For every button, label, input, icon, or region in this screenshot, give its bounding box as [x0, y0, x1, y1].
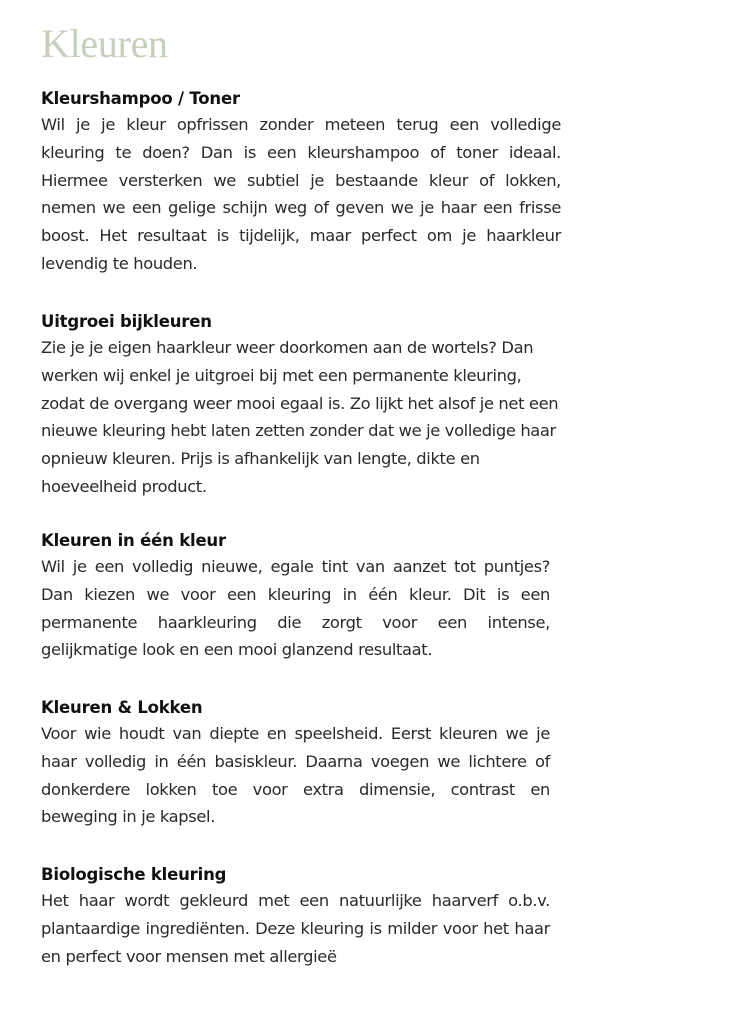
section-heading: Uitgroei bijkleuren [41, 312, 212, 331]
section-kleuren-en-lokken [41, 696, 550, 831]
page-title: Kleuren [41, 21, 168, 66]
section-body: Wil je een volledig nieuwe, egale tint van aanzet tot puntjes? Dan kiezen we voor een kleuring in één kleur. Dit is een permanente haarkleuring die zorgt voor een intense, gelijkmatige look en een mooi glanzend resultaat. [41, 557, 550, 660]
section-body: Wil je je kleur opfrissen zonder meteen terug een volledige kleuring te doen? Dan is een kleurshampoo of toner ideaal. Hiermee versterken we subtiel je bestaande kleur of lokken, nemen we een gelige schijn weg of geven we je haar een frisse boost. Het resultaat is tijdelijk, maar perfect om je haarkleur levendig te houden. [41, 115, 561, 273]
section-body: Het haar wordt gekleurd met een natuurlijke haarverf o.b.v. plantaardige ingrediënten. Deze kleuring is milder voor het haar en perfect voor mensen met allergieë [41, 891, 550, 966]
section-body: Zie je je eigen haarkleur weer doorkomen aan de wortels? Dan werken wij enkel je uitgroei bij met een permanente kleuring, zodat de overgang weer mooi egaal is. Zo lijkt het alsof je net een nieuwe kleuring hebt laten zetten zonder dat we je volledige haar opnieuw kleuren. Prijs is afhankelijk van lengte, dikte en hoeveelheid product. [41, 338, 559, 496]
section-uitgroei-bijkleuren [41, 310, 561, 501]
section-heading: Biologische kleuring [41, 865, 227, 884]
section-body: Voor wie houdt van diepte en speelsheid. Eerst kleuren we je haar volledig in één basiskleur. Daarna voegen we lichtere of donkerdere lokken toe voor extra dimensie, contrast en beweging in je kapsel. [41, 724, 550, 827]
section-biologische-kleuring [41, 863, 550, 970]
section-heading: Kleuren & Lokken [41, 698, 203, 717]
section-kleuren-in-een-kleur [41, 529, 550, 664]
section-kleurshampoo-toner [41, 87, 561, 278]
section-heading: Kleurshampoo / Toner [41, 89, 240, 108]
section-heading: Kleuren in één kleur [41, 531, 226, 550]
